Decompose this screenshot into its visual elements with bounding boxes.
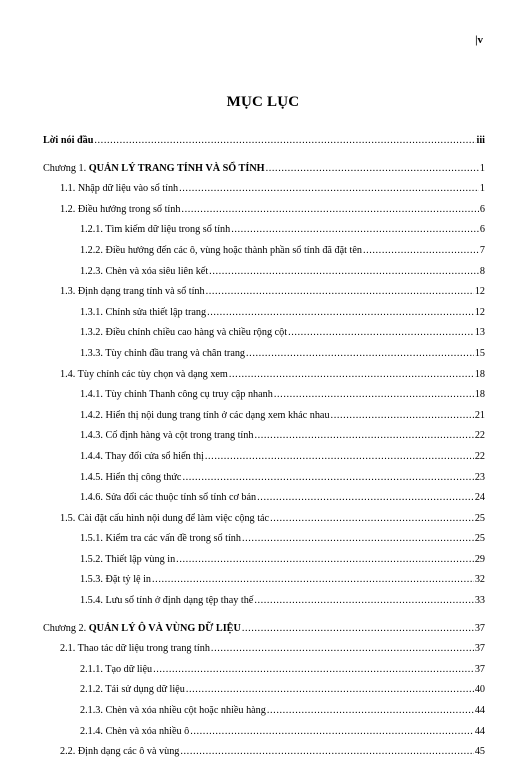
chapter-prefix: Chương 2. bbox=[43, 622, 89, 634]
dot-leader bbox=[229, 365, 474, 386]
toc-entry[interactable] bbox=[43, 529, 485, 550]
toc-entry-title: 2.1.2. Tái sử dụng dữ liệu bbox=[80, 684, 185, 696]
toc-entry[interactable] bbox=[43, 131, 485, 152]
toc-entry-title: 1.4.5. Hiển thị công thức bbox=[80, 471, 182, 483]
toc-entry-page: 18 bbox=[474, 389, 485, 401]
toc-entry-page: iii bbox=[476, 135, 485, 146]
toc-entry-page: 23 bbox=[474, 471, 485, 483]
toc-entry-title: 1.4.3. Cố định hàng và cột trong trang tính bbox=[80, 430, 254, 442]
dot-leader bbox=[186, 680, 474, 701]
toc-entry-page: 25 bbox=[474, 512, 485, 524]
toc-entry-page: 12 bbox=[474, 286, 485, 298]
toc-entry[interactable] bbox=[43, 262, 485, 283]
toc-entry[interactable] bbox=[43, 323, 485, 344]
dot-leader bbox=[179, 179, 479, 200]
toc-entry-page: 32 bbox=[474, 574, 485, 586]
toc-entry[interactable] bbox=[43, 509, 485, 530]
toc-entry-title bbox=[43, 159, 265, 180]
toc-entry[interactable] bbox=[43, 447, 485, 468]
dot-leader bbox=[231, 220, 479, 241]
toc-entry[interactable] bbox=[43, 179, 485, 200]
toc-entry-page: 8 bbox=[479, 265, 485, 277]
chapter-title: QUẢN LÝ Ô VÀ VÙNG DỮ LIỆU bbox=[88, 622, 241, 634]
toc-entry-page: 29 bbox=[474, 553, 485, 565]
dot-leader bbox=[209, 262, 479, 283]
dot-leader bbox=[270, 509, 474, 530]
toc-entry[interactable] bbox=[43, 385, 485, 406]
toc-entry-title: 1.5.3. Đặt tỷ lệ in bbox=[80, 574, 152, 586]
toc-entry-page: 37 bbox=[474, 643, 485, 655]
toc-entry-page: 18 bbox=[474, 368, 485, 380]
toc-entry[interactable] bbox=[43, 365, 485, 386]
toc-entry-title: 1.3.1. Chỉnh sửa thiết lập trang bbox=[80, 306, 207, 318]
toc-entry-title: 1.5.4. Lưu sổ tính ở định dạng tệp thay thế bbox=[80, 595, 254, 607]
dot-leader bbox=[246, 344, 474, 365]
dot-leader bbox=[242, 619, 474, 640]
toc-entry-title: 1.2.2. Điều hướng đến các ô, vùng hoặc thành phần sổ tính đã đặt tên bbox=[80, 244, 362, 256]
toc-entry-page: 22 bbox=[474, 450, 485, 462]
toc-entry[interactable] bbox=[43, 639, 485, 660]
toc-entry[interactable] bbox=[43, 701, 485, 722]
toc-entry[interactable] bbox=[43, 550, 485, 571]
dot-leader bbox=[153, 660, 474, 681]
dot-leader bbox=[205, 447, 474, 468]
toc-entry[interactable] bbox=[43, 303, 485, 324]
dot-leader bbox=[190, 722, 474, 743]
toc-entry[interactable] bbox=[43, 200, 485, 221]
toc-entry-title: 1.4. Tùy chỉnh các tùy chọn và dạng xem bbox=[60, 368, 228, 380]
toc-entry-title: 1.3.2. Điều chỉnh chiều cao hàng và chiều rộng cột bbox=[80, 327, 288, 339]
toc-entry-title: 1.4.6. Sửa đổi các thuộc tính sổ tính cơ bản bbox=[80, 492, 257, 504]
toc-entry-title: 1.3. Định dạng trang tính và sổ tính bbox=[60, 286, 205, 298]
toc-entry[interactable] bbox=[43, 241, 485, 262]
toc-entry-page: 37 bbox=[474, 663, 485, 675]
toc-entry-title: 1.4.2. Hiển thị nội dung trang tính ở các dạng xem khác nhau bbox=[80, 409, 330, 421]
chapter-prefix: Chương 1. bbox=[43, 162, 89, 174]
table-of-contents bbox=[43, 131, 485, 763]
toc-entry-page: 22 bbox=[474, 430, 485, 442]
toc-entry-title: 1.5. Cài đặt cấu hình nội dung để làm việc cộng tác bbox=[60, 512, 270, 524]
toc-entry[interactable] bbox=[43, 406, 485, 427]
toc-entry-page: 25 bbox=[474, 533, 485, 545]
dot-leader bbox=[181, 200, 478, 221]
dot-leader bbox=[266, 159, 479, 180]
dot-leader bbox=[331, 406, 474, 427]
toc-entry-title: 2.1.3. Chèn và xóa nhiều cột hoặc nhiều hàng bbox=[80, 705, 266, 717]
dot-leader bbox=[180, 742, 473, 763]
chapter-title: QUẢN LÝ TRANG TÍNH VÀ SỔ TÍNH bbox=[88, 162, 265, 174]
dot-leader bbox=[176, 550, 474, 571]
toc-entry-page: 37 bbox=[474, 622, 485, 634]
toc-entry-title: 2.1. Thao tác dữ liệu trong trang tính bbox=[60, 643, 210, 655]
toc-entry-page: 44 bbox=[474, 705, 485, 717]
toc-entry[interactable] bbox=[43, 680, 485, 701]
toc-entry-page: 6 bbox=[479, 224, 485, 236]
dot-leader bbox=[206, 282, 474, 303]
dot-leader bbox=[152, 570, 474, 591]
toc-entry-page: 24 bbox=[474, 492, 485, 504]
toc-entry[interactable] bbox=[43, 742, 485, 763]
toc-entry-title bbox=[43, 619, 241, 640]
toc-entry[interactable] bbox=[43, 426, 485, 447]
dot-leader bbox=[274, 385, 474, 406]
toc-entry-title: 1.2.1. Tìm kiếm dữ liệu trong sổ tính bbox=[80, 224, 231, 236]
toc-entry-page: 45 bbox=[474, 746, 485, 758]
toc-entry-page: 33 bbox=[474, 595, 485, 607]
dot-leader bbox=[211, 639, 474, 660]
dot-leader bbox=[267, 701, 474, 722]
toc-entry-title: 1.3.3. Tùy chỉnh đầu trang và chân trang bbox=[80, 347, 246, 359]
toc-entry-title: Lời nói đầu bbox=[43, 135, 94, 146]
toc-entry-page: 15 bbox=[474, 347, 485, 359]
dot-leader bbox=[94, 131, 475, 152]
toc-entry-title: 1.4.1. Tùy chỉnh Thanh công cụ truy cập nhanh bbox=[80, 389, 273, 401]
toc-entry-title: 1.1. Nhập dữ liệu vào sổ tính bbox=[60, 183, 179, 195]
toc-entry-title: 2.1.1. Tạo dữ liệu bbox=[80, 663, 153, 675]
toc-entry[interactable] bbox=[43, 619, 485, 640]
toc-entry[interactable] bbox=[43, 722, 485, 743]
toc-entry-title: 1.2.3. Chèn và xóa siêu liên kết bbox=[80, 265, 209, 277]
toc-entry-page: 21 bbox=[474, 409, 485, 421]
toc-entry-page: 44 bbox=[474, 725, 485, 737]
page-title: MỤC LỤC bbox=[226, 94, 300, 110]
dot-leader bbox=[207, 303, 474, 324]
dot-leader bbox=[182, 468, 473, 489]
toc-entry[interactable] bbox=[43, 591, 485, 612]
toc-entry-page: 1 bbox=[479, 162, 485, 174]
toc-entry[interactable] bbox=[43, 220, 485, 241]
toc-entry-page: 12 bbox=[474, 306, 485, 318]
toc-entry-title: 1.2. Điều hướng trong sổ tính bbox=[60, 203, 181, 215]
toc-entry-page: 6 bbox=[479, 203, 485, 215]
toc-entry-page: 13 bbox=[474, 327, 485, 339]
toc-entry-title: 1.4.4. Thay đổi cửa sổ hiển thị bbox=[80, 450, 204, 462]
toc-entry[interactable] bbox=[43, 159, 485, 180]
toc-entry-title: 1.5.2. Thiết lập vùng in bbox=[80, 553, 176, 565]
toc-entry-title: 2.2. Định dạng các ô và vùng bbox=[60, 746, 180, 758]
dot-leader bbox=[254, 591, 473, 612]
dot-leader bbox=[288, 323, 474, 344]
dot-leader bbox=[363, 241, 479, 262]
toc-entry-page: 7 bbox=[479, 244, 485, 256]
page-number: |v bbox=[475, 34, 483, 46]
dot-leader bbox=[257, 488, 474, 509]
toc-entry[interactable] bbox=[43, 570, 485, 591]
toc-entry[interactable] bbox=[43, 344, 485, 365]
toc-entry[interactable] bbox=[43, 282, 485, 303]
dot-leader bbox=[254, 426, 473, 447]
dot-leader bbox=[242, 529, 474, 550]
toc-entry[interactable] bbox=[43, 468, 485, 489]
toc-entry-page: 40 bbox=[474, 684, 485, 696]
toc-entry[interactable] bbox=[43, 660, 485, 681]
toc-entry[interactable] bbox=[43, 488, 485, 509]
toc-entry-page: 1 bbox=[479, 183, 485, 195]
toc-entry-title: 2.1.4. Chèn và xóa nhiều ô bbox=[80, 725, 190, 737]
toc-entry-title: 1.5.1. Kiểm tra các vấn đề trong sổ tính bbox=[80, 533, 241, 545]
